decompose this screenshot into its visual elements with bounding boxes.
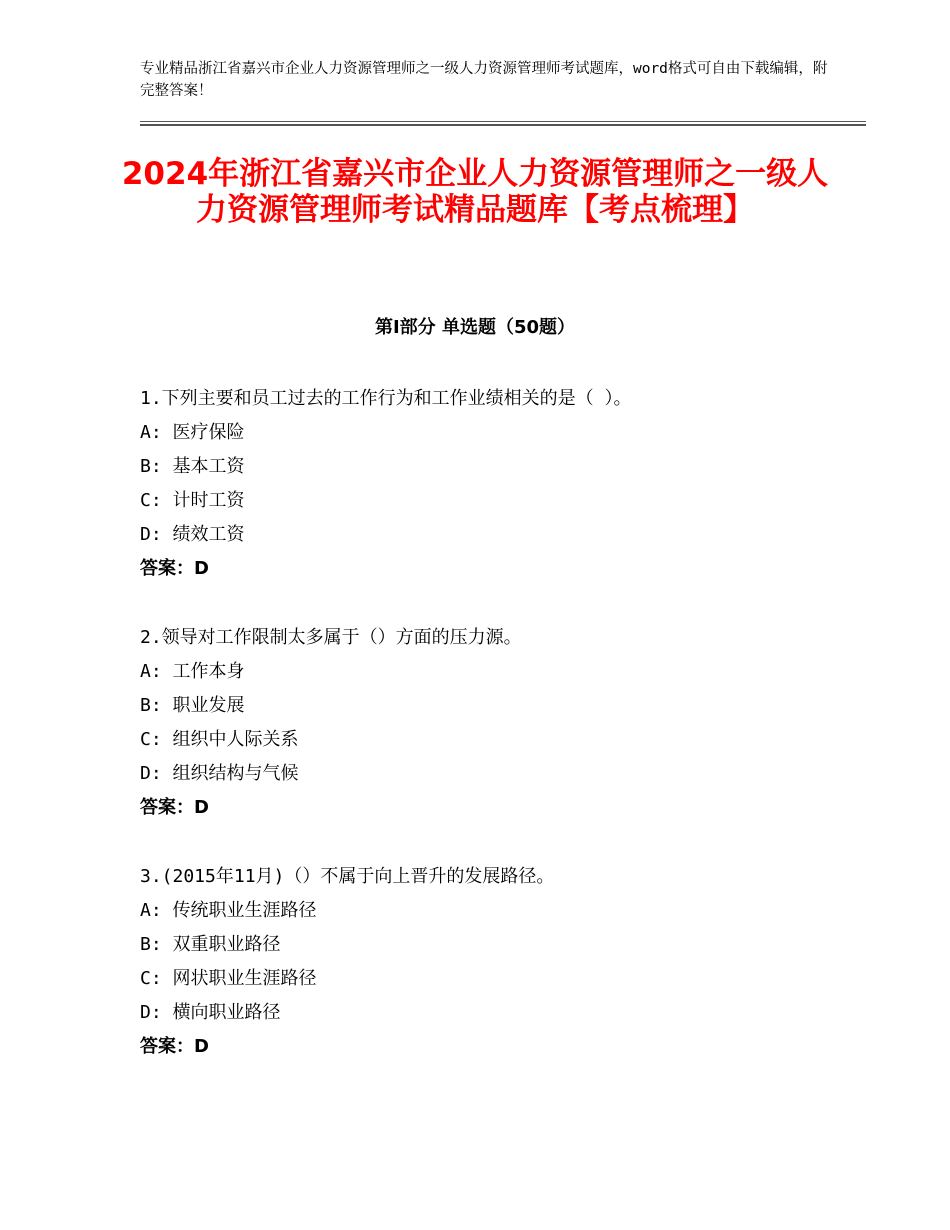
option-b: B: 基本工资 bbox=[140, 456, 245, 477]
option-c: C: 计时工资 bbox=[140, 490, 245, 511]
question-text: 2.领导对工作限制太多属于（）方面的压力源。 bbox=[140, 627, 522, 648]
option-c: C: 组织中人际关系 bbox=[140, 729, 299, 750]
option-c: C: 网状职业生涯路径 bbox=[140, 968, 317, 989]
option-d: D: 绩效工资 bbox=[140, 524, 245, 545]
header-divider bbox=[140, 121, 866, 127]
question-3 bbox=[140, 860, 840, 1064]
option-d: D: 横向职业路径 bbox=[140, 1002, 281, 1023]
option-b: B: 双重职业路径 bbox=[140, 934, 281, 955]
question-text: 1.下列主要和员工过去的工作行为和工作业绩相关的是（ ）。 bbox=[140, 388, 632, 409]
header-note: 专业精品浙江省嘉兴市企业人力资源管理师之一级人力资源管理师考试题库，word格式可自由下载编辑，附完整答案！ bbox=[140, 61, 828, 99]
option-a: A: 工作本身 bbox=[140, 661, 245, 682]
answer-label: 答案：D bbox=[140, 1036, 209, 1057]
option-d: D: 组织结构与气候 bbox=[140, 763, 299, 784]
option-a: A: 传统职业生涯路径 bbox=[140, 900, 317, 921]
question-1 bbox=[140, 382, 840, 586]
question-2 bbox=[140, 621, 840, 825]
header-divider-thick bbox=[140, 124, 866, 126]
question-list bbox=[140, 382, 840, 1099]
option-a: A: 医疗保险 bbox=[140, 422, 245, 443]
answer-label: 答案：D bbox=[140, 558, 209, 579]
question-text: 3.(2015年11月)（）不属于向上晋升的发展路径。 bbox=[140, 866, 555, 887]
document-title: 2024年浙江省嘉兴市企业人力资源管理师之一级人力资源管理师考试精品题库【考点梳理】 bbox=[121, 156, 829, 228]
option-b: B: 职业发展 bbox=[140, 695, 245, 716]
header-divider-thin bbox=[140, 121, 866, 122]
answer-label: 答案：D bbox=[140, 797, 209, 818]
section-heading: 第Ⅰ部分 单选题（50题） bbox=[374, 317, 575, 338]
